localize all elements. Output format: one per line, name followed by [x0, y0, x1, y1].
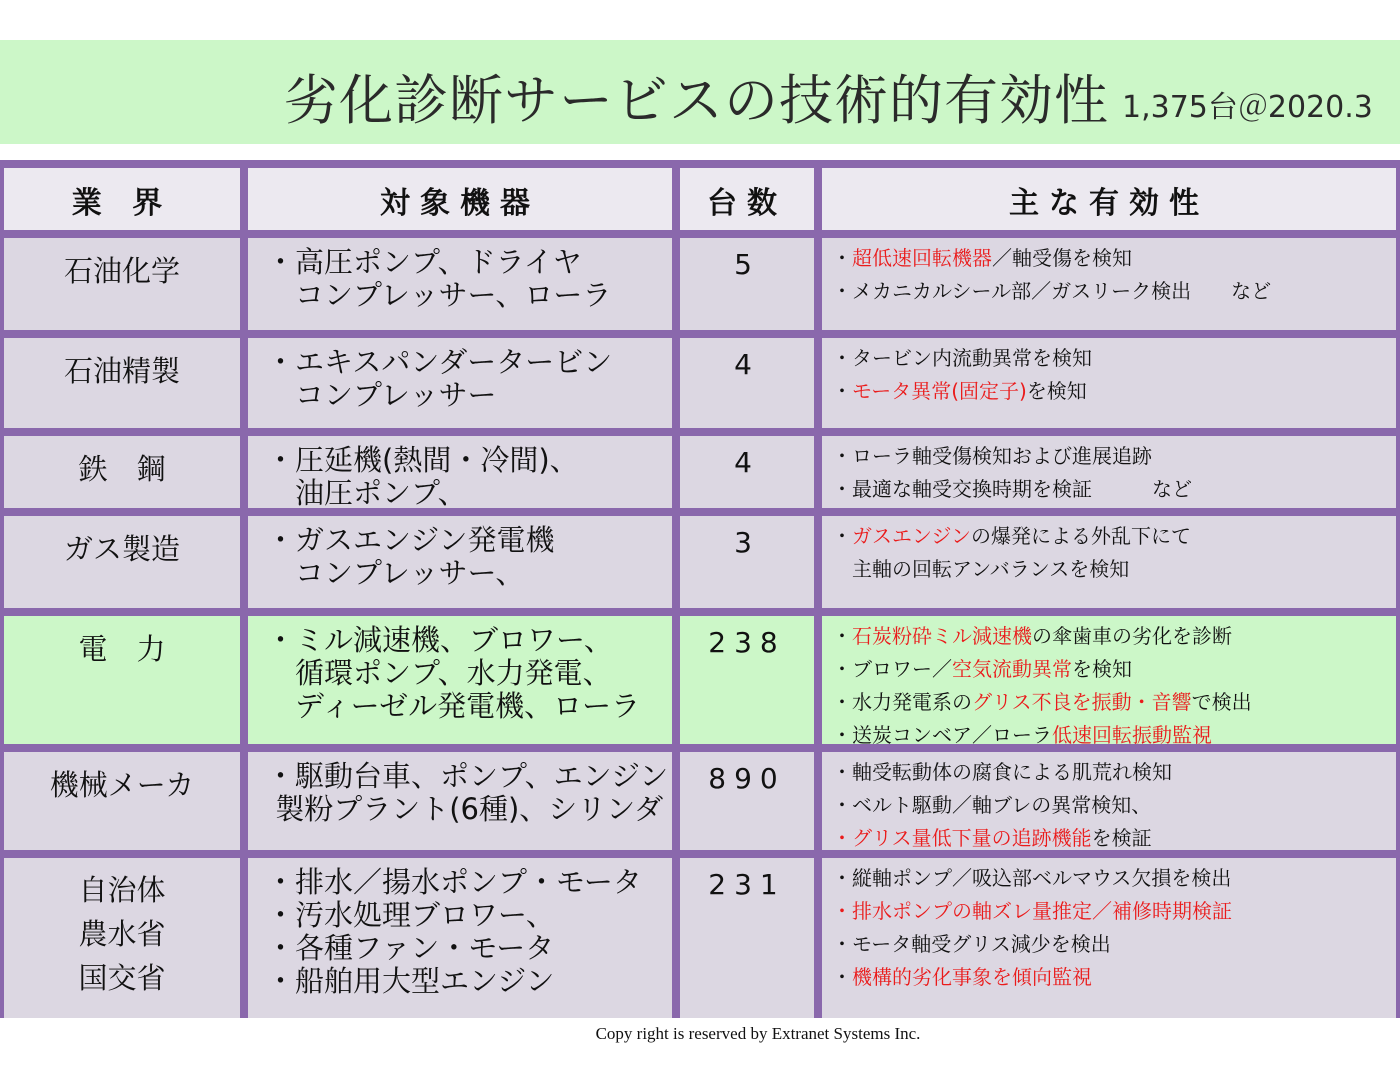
row-3-effect-cell — [822, 436, 1396, 508]
effect-text: ／軸受傷を検知 — [992, 246, 1132, 270]
row-3-equipment-cell — [248, 436, 672, 508]
effect-text: ・送炭コンベア／ローラ — [832, 723, 1052, 744]
effect-line — [832, 473, 1192, 506]
industry-name: 自治体 農水省 国交省 — [78, 873, 166, 995]
industry-name: ガス製造 — [63, 532, 180, 566]
row-7-count-cell — [680, 858, 814, 1018]
row-2-effect-cell — [822, 338, 1396, 428]
effect-list — [832, 862, 1232, 994]
industry-name: 石油精製 — [63, 354, 180, 388]
effect-list — [832, 620, 1252, 744]
effect-text: ・ — [832, 624, 852, 648]
effect-line — [832, 686, 1252, 719]
effect-text: ・縦軸ポンプ／吸込部ベルマウス欠損を検出 — [832, 866, 1232, 890]
effect-line — [832, 520, 1191, 553]
equipment-list: ・ミル減速機、ブロワー、 循環ポンプ、水力発電、 ディーゼル発電機、ローラ — [266, 623, 641, 723]
row-5-equipment-cell — [248, 616, 672, 744]
effect-line — [832, 553, 1191, 586]
effect-line — [832, 756, 1172, 789]
header-effect-cell — [822, 168, 1396, 230]
effect-text: ・ — [832, 965, 852, 989]
highlighted-text: グリス不良を振動・音響 — [972, 690, 1192, 714]
row-2-count-cell — [680, 338, 814, 428]
row-5-effect-cell — [822, 616, 1396, 744]
header-industry: 業 界 — [71, 186, 173, 221]
equipment-list: ・駆動台車、ポンプ、エンジン 製粉プラント(6種)、シリンダ — [266, 759, 669, 826]
effect-line — [832, 275, 1271, 308]
effect-line — [832, 342, 1092, 375]
effect-text: を検知 — [1026, 379, 1087, 403]
effect-text: ・ — [832, 246, 852, 270]
effect-text: ・最適な軸受交換時期を検証 など — [832, 477, 1192, 501]
row-2-industry-cell — [4, 338, 240, 428]
header-equipment-cell — [248, 168, 672, 230]
highlighted-text: 超低速回転機器 — [852, 246, 992, 270]
effect-text: ・メカニカルシール部／ガスリーク検出 など — [832, 279, 1272, 303]
row-6-industry-cell — [4, 752, 240, 850]
row-7-equipment-cell — [248, 858, 672, 1018]
unit-count: 238 — [708, 626, 786, 659]
header-equipment: 対象機器 — [380, 186, 540, 221]
effect-text: で検出 — [1191, 690, 1252, 714]
row-4-industry-cell — [4, 516, 240, 608]
effect-line — [832, 719, 1252, 744]
page-title: 劣化診断サービスの技術的有効性 — [284, 69, 1109, 132]
effect-line — [832, 789, 1172, 822]
effect-line — [832, 862, 1232, 895]
page-subtitle: 1,375台＠2020.3 — [1122, 90, 1373, 125]
row-4-equipment-cell — [248, 516, 672, 608]
effectiveness-table — [0, 160, 1400, 1018]
unit-count: 4 — [734, 348, 760, 381]
copyright-footer: Copy right is reserved by Extranet Systems Inc. — [595, 1024, 921, 1043]
row-7-effect-cell — [822, 858, 1396, 1018]
effect-text: ・ — [832, 379, 852, 403]
effect-line — [832, 620, 1252, 653]
unit-count: 890 — [708, 762, 786, 795]
row-6-effect-cell — [822, 752, 1396, 850]
effect-line — [832, 653, 1252, 686]
highlighted-text: 空気流動異常 — [952, 657, 1072, 681]
header-count-cell — [680, 168, 814, 230]
row-1-count-cell — [680, 238, 814, 330]
effect-text: ・ベルト駆動／軸ブレの異常検知、 — [832, 793, 1152, 817]
highlighted-text: 低速回転振動監視 — [1052, 723, 1212, 744]
effect-list — [832, 440, 1192, 506]
row-6-equipment-cell — [248, 752, 672, 850]
row-1-effect-cell — [822, 238, 1396, 330]
industry-name: 鉄 鋼 — [78, 452, 166, 486]
effect-list — [832, 242, 1271, 308]
effect-text: ・モータ軸受グリス減少を検出 — [832, 932, 1111, 956]
equipment-list: ・排水／揚水ポンプ・モータ ・汚水処理ブロワー、 ・各種ファン・モータ ・船舶用大型エンジン — [266, 865, 642, 998]
effect-line — [832, 375, 1092, 408]
row-7-industry-cell — [4, 858, 240, 1018]
industry-name: 機械メーカ — [49, 768, 195, 802]
unit-count: 3 — [734, 526, 760, 559]
row-4-effect-cell — [822, 516, 1396, 608]
industry-name: 石油化学 — [63, 254, 180, 288]
row-5-industry-cell — [4, 616, 240, 744]
header-effect: 主な有効性 — [1009, 186, 1209, 221]
highlighted-text: モータ異常(固定子) — [852, 379, 1027, 403]
effect-line — [832, 895, 1232, 928]
highlighted-text: 石炭粉砕ミル減速機 — [852, 624, 1032, 648]
row-4-count-cell — [680, 516, 814, 608]
row-2-equipment-cell — [248, 338, 672, 428]
highlighted-text: 機構的劣化事象を傾向監視 — [852, 965, 1092, 989]
effect-text: ・ローラ軸受傷検知および進展追跡 — [832, 444, 1152, 468]
effect-list — [832, 756, 1172, 850]
effect-text: ・ブロワー／ — [832, 657, 952, 681]
row-3-industry-cell — [4, 436, 240, 508]
effect-text: を検証 — [1091, 826, 1152, 850]
effect-text: ・タービン内流動異常を検知 — [832, 346, 1092, 370]
effect-text: の爆発による外乱下にて — [971, 524, 1191, 548]
effect-text: 主軸の回転アンバランスを検知 — [832, 557, 1130, 581]
effect-text: ・軸受転動体の腐食による肌荒れ検知 — [832, 760, 1172, 784]
effect-line — [832, 440, 1192, 473]
equipment-list: ・エキスパンダータービン コンプレッサー — [266, 345, 613, 412]
effect-text: の傘歯車の劣化を診断 — [1032, 624, 1232, 648]
header-count: 台数 — [707, 186, 787, 221]
row-1-industry-cell — [4, 238, 240, 330]
header-industry-cell — [4, 168, 240, 230]
equipment-list: ・圧延機(熱間・冷間)、 油圧ポンプ、 — [266, 443, 579, 508]
row-5-count-cell — [680, 616, 814, 744]
effect-list — [832, 342, 1092, 408]
highlighted-text: ・排水ポンプの軸ズレ量推定／補修時期検証 — [832, 899, 1232, 923]
effect-line — [832, 822, 1172, 850]
effect-line — [832, 961, 1232, 994]
effect-text: を検知 — [1072, 657, 1132, 681]
unit-count: 5 — [734, 248, 760, 281]
effect-list — [832, 520, 1191, 586]
unit-count: 231 — [708, 868, 786, 901]
effect-text: ・ — [832, 524, 852, 548]
effect-line — [832, 242, 1271, 275]
row-6-count-cell — [680, 752, 814, 850]
row-3-count-cell — [680, 436, 814, 508]
row-1-equipment-cell — [248, 238, 672, 330]
equipment-list: ・ガスエンジン発電機 コンプレッサー、 — [266, 523, 555, 590]
effect-text: ・水力発電系の — [832, 690, 972, 714]
unit-count: 4 — [734, 446, 760, 479]
highlighted-text: ・グリス量低下量の追跡機能 — [832, 826, 1092, 850]
effect-line — [832, 928, 1232, 961]
highlighted-text: ガスエンジン — [852, 524, 971, 548]
equipment-list: ・高圧ポンプ、ドライヤ コンプレッサー、ローラ — [266, 245, 612, 312]
industry-name: 電 力 — [78, 632, 166, 666]
